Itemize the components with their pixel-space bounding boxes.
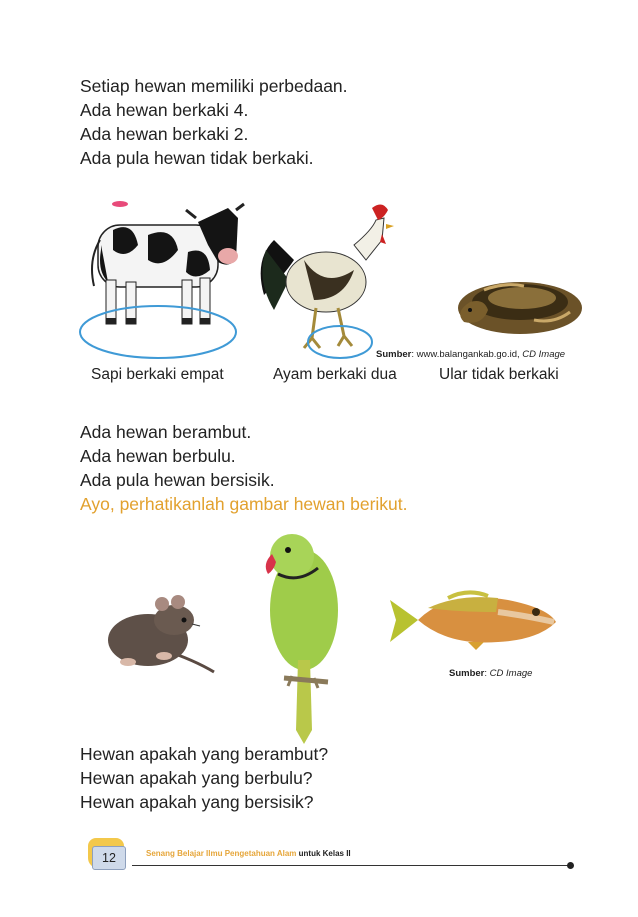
source-label: Sumber: [449, 668, 485, 679]
caption-snake: Ular tidak berkaki: [439, 366, 559, 383]
questions-paragraph: [80, 742, 328, 814]
covering-paragraph: [80, 420, 408, 516]
cow-image: [78, 190, 248, 360]
parrot-image: [258, 530, 354, 750]
snake-image: [444, 262, 584, 344]
source-credit-1: [376, 349, 565, 360]
source-credit-2: [449, 668, 532, 679]
question-line: Hewan apakah yang berambut?: [80, 744, 329, 764]
intro-line: Setiap hewan memiliki perbedaan.: [80, 76, 348, 96]
intro-line: Ada hewan berkaki 4.: [80, 100, 249, 120]
question-line: Hewan apakah yang berbulu?: [80, 768, 313, 788]
covering-line: Ada hewan berambut.: [80, 422, 252, 442]
book-title: Senang Belajar Ilmu Pengetahuan Alam: [146, 849, 297, 858]
intro-line: Ada pula hewan tidak berkaki.: [80, 148, 314, 168]
source-text: : www.balangankab.go.id,: [411, 349, 523, 360]
source-text: :: [484, 668, 490, 679]
book-title-suffix: untuk Kelas II: [296, 849, 351, 858]
question-line: Hewan apakah yang bersisik?: [80, 792, 314, 812]
covering-line: Ada pula hewan bersisik.: [80, 470, 275, 490]
page-number: 12: [92, 846, 126, 870]
footer-rule: [132, 865, 570, 866]
caption-cow: Sapi berkaki empat: [91, 366, 224, 383]
source-label: Sumber: [376, 349, 412, 360]
fish-image: [388, 590, 558, 652]
source-italic: CD Image: [489, 668, 533, 679]
footer-book-title: [146, 849, 351, 858]
intro-paragraph: [80, 74, 348, 170]
intro-line: Ada hewan berkaki 2.: [80, 124, 249, 144]
instruction-line: Ayo, perhatikanlah gambar hewan berikut.: [80, 494, 408, 514]
source-italic: CD Image: [522, 349, 566, 360]
rat-image: [104, 590, 220, 678]
caption-chicken: Ayam berkaki dua: [273, 366, 397, 383]
chicken-image: [254, 200, 394, 360]
footer-rule-dot: [567, 862, 574, 869]
covering-line: Ada hewan berbulu.: [80, 446, 236, 466]
